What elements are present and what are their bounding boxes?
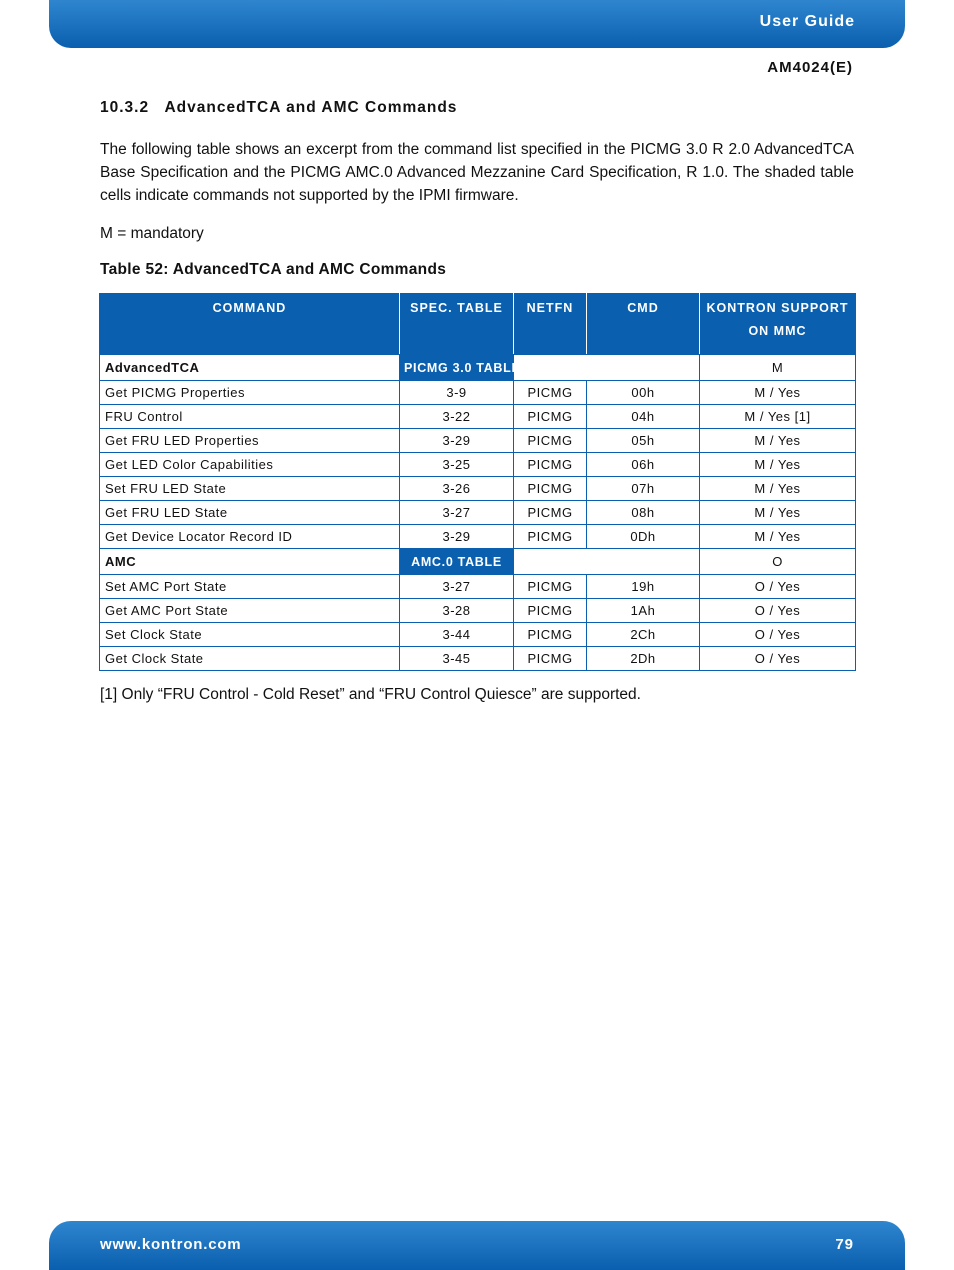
header-command: COMMAND: [100, 294, 400, 355]
group-name: AdvancedTCA: [100, 355, 400, 381]
cell-cmd: 00h: [587, 381, 700, 405]
cell-netfn: PICMG: [514, 599, 587, 623]
cell-cmd: 2Dh: [587, 647, 700, 671]
table-row: [100, 647, 856, 671]
cell-command: Get Device Locator Record ID: [100, 525, 400, 549]
cell-command: Get Clock State: [100, 647, 400, 671]
group-support: O: [700, 549, 856, 575]
cell-spec: 3-28: [400, 599, 514, 623]
cell-support: O / Yes: [700, 623, 856, 647]
cell-support: M / Yes: [700, 453, 856, 477]
cell-cmd: 2Ch: [587, 623, 700, 647]
intro-paragraph: The following table shows an excerpt from the command list specified in the PICMG 3.0 R 2.0 AdvancedTCA Base Specification and the PICMG AMC.0 Advanced Mezzanine Card Specification, R 1.0. The shaded table cells indicate commands not supported by the IPMI firmware.: [100, 141, 854, 204]
group-name: AMC: [100, 549, 400, 575]
cell-command: Set FRU LED State: [100, 477, 400, 501]
product-name: AM4024(E): [767, 59, 853, 76]
cell-spec: 3-26: [400, 477, 514, 501]
cell-command: Get FRU LED Properties: [100, 429, 400, 453]
header-cmd: CMD: [587, 294, 700, 355]
cell-spec: 3-29: [400, 429, 514, 453]
footer-url[interactable]: www.kontron.com: [100, 1236, 242, 1253]
group-row-amc: [100, 549, 856, 575]
commands-table: [99, 293, 856, 671]
group-spec-table: AMC.0 TABLE: [400, 549, 514, 575]
cell-command: Set AMC Port State: [100, 575, 400, 599]
section-number: 10.3.2: [100, 99, 150, 116]
group-empty-cell: [514, 355, 700, 381]
cell-netfn: PICMG: [514, 647, 587, 671]
footer-bar: [49, 1221, 905, 1270]
cell-support: M / Yes: [700, 429, 856, 453]
cell-spec: 3-29: [400, 525, 514, 549]
table-caption: Table 52: AdvancedTCA and AMC Commands: [100, 261, 447, 278]
table-row: [100, 599, 856, 623]
document-title: User Guide: [759, 13, 855, 30]
table-row: [100, 429, 856, 453]
table-row: [100, 453, 856, 477]
mandatory-note: M = mandatory: [100, 225, 204, 242]
cell-support: O / Yes: [700, 599, 856, 623]
section-title: AdvancedTCA and AMC Commands: [164, 99, 458, 116]
cell-support: M / Yes: [700, 501, 856, 525]
cell-command: Get FRU LED State: [100, 501, 400, 525]
cell-spec: 3-27: [400, 575, 514, 599]
cell-netfn: PICMG: [514, 501, 587, 525]
header-kontron-support: KONTRON SUPPORT ON MMC: [700, 294, 856, 355]
page-number: 79: [835, 1236, 854, 1253]
cell-spec: 3-22: [400, 405, 514, 429]
table-row: [100, 405, 856, 429]
cell-support: M / Yes: [700, 477, 856, 501]
footnote: [1] Only “FRU Control - Cold Reset” and “FRU Control Quiesce” are supported.: [100, 686, 641, 703]
cell-netfn: PICMG: [514, 405, 587, 429]
cell-support: O / Yes: [700, 647, 856, 671]
cell-netfn: PICMG: [514, 623, 587, 647]
cell-cmd: 04h: [587, 405, 700, 429]
group-support: M: [700, 355, 856, 381]
table-row: [100, 501, 856, 525]
table-row: [100, 575, 856, 599]
header-bar: [49, 0, 905, 48]
group-row-advancedtca: [100, 355, 856, 381]
cell-command: Set Clock State: [100, 623, 400, 647]
cell-cmd: 19h: [587, 575, 700, 599]
cell-support: M / Yes: [700, 381, 856, 405]
cell-cmd: 07h: [587, 477, 700, 501]
table-row: [100, 623, 856, 647]
cell-spec: 3-27: [400, 501, 514, 525]
table-header-row: [100, 294, 856, 355]
cell-command: Get PICMG Properties: [100, 381, 400, 405]
cell-netfn: PICMG: [514, 381, 587, 405]
cell-netfn: PICMG: [514, 429, 587, 453]
cell-cmd: 08h: [587, 501, 700, 525]
cell-spec: 3-9: [400, 381, 514, 405]
cell-cmd: 06h: [587, 453, 700, 477]
cell-spec: 3-44: [400, 623, 514, 647]
group-spec-table: PICMG 3.0 TABLE: [400, 355, 514, 381]
cell-support: M / Yes: [700, 525, 856, 549]
table-row: [100, 477, 856, 501]
cell-cmd: 05h: [587, 429, 700, 453]
table-row: [100, 381, 856, 405]
cell-netfn: PICMG: [514, 525, 587, 549]
cell-spec: 3-45: [400, 647, 514, 671]
header-netfn: NETFN: [514, 294, 587, 355]
cell-support: O / Yes: [700, 575, 856, 599]
cell-netfn: PICMG: [514, 453, 587, 477]
cell-command: FRU Control: [100, 405, 400, 429]
cell-command: Get LED Color Capabilities: [100, 453, 400, 477]
header-spec-table: SPEC. TABLE: [400, 294, 514, 355]
cell-netfn: PICMG: [514, 477, 587, 501]
cell-support: M / Yes [1]: [700, 405, 856, 429]
table-row: [100, 525, 856, 549]
cell-spec: 3-25: [400, 453, 514, 477]
group-empty-cell: [514, 549, 700, 575]
cell-cmd: 0Dh: [587, 525, 700, 549]
section-heading: [100, 99, 457, 117]
cell-netfn: PICMG: [514, 575, 587, 599]
cell-cmd: 1Ah: [587, 599, 700, 623]
cell-command: Get AMC Port State: [100, 599, 400, 623]
